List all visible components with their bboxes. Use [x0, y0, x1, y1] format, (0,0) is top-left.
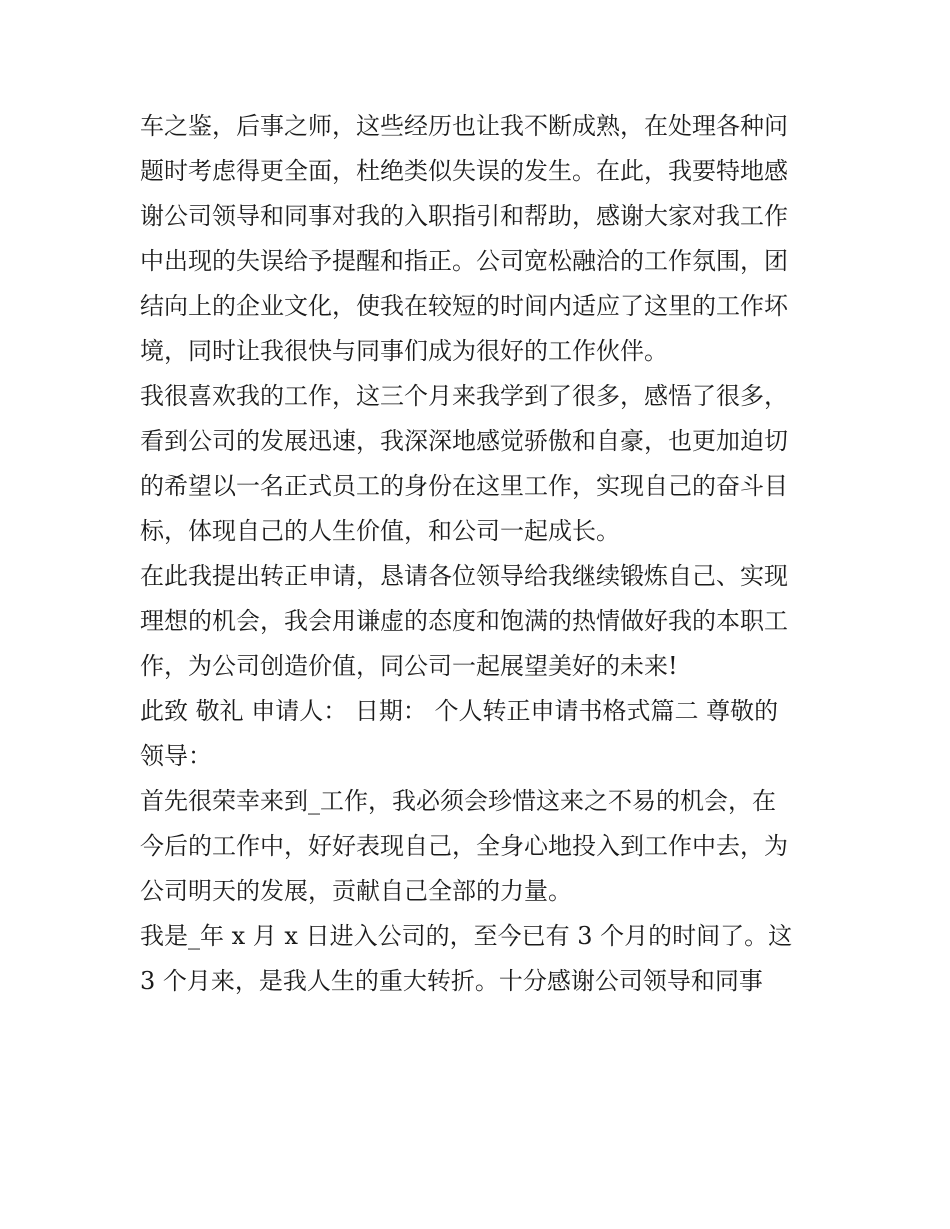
text-line: 在此我提出转正申请，恳请各位领导给我继续锻炼自己、实现: [140, 562, 788, 590]
text-line: 我很喜欢我的工作，这三个月来我学到了很多，感悟了很多，: [140, 382, 788, 410]
text-line: 境，同时让我很快与同事们成为很好的工作伙伴。: [140, 337, 668, 365]
text-line: 今后的工作中，好好表现自己，全身心地投入到工作中去，为: [140, 832, 788, 860]
text-line: 公司明天的发展，贡献自己全部的力量。: [140, 877, 572, 905]
document-body: [140, 104, 820, 1004]
text-line: 的希望以一名正式员工的身份在这里工作，实现自己的奋斗目: [140, 472, 788, 500]
text-line: 中出现的失误给予提醒和指正。公司宽松融洽的工作氛围，团: [140, 247, 788, 275]
text-line: 车之鉴，后事之师，这些经历也让我不断成熟，在处理各种问: [140, 112, 788, 140]
text-line: 作，为公司创造价值，同公司一起展望美好的未来!: [140, 652, 678, 680]
text-line: 理想的机会，我会用谦虚的态度和饱满的热情做好我的本职工: [140, 607, 788, 635]
text-line: 谢公司领导和同事对我的入职指引和帮助，感谢大家对我工作: [140, 202, 788, 230]
text-line: 3 个月来，是我人生的重大转折。十分感谢公司领导和同事: [140, 967, 763, 995]
text-line: 我是_年 x 月 x 日进入公司的，至今已有 3 个月的时间了。这: [140, 922, 793, 950]
text-line: 标，体现自己的人生价值，和公司一起成长。: [140, 517, 620, 545]
text-line: 此致 敬礼 申请人： 日期： 个人转正申请书格式篇二 尊敬的: [140, 697, 779, 725]
text-line: 看到公司的发展迅速，我深深地感觉骄傲和自豪，也更加迫切: [140, 427, 788, 455]
text-line: 题时考虑得更全面，杜绝类似失误的发生。在此，我要特地感: [140, 157, 788, 185]
text-line: 首先很荣幸来到_工作，我必须会珍惜这来之不易的机会，在: [140, 787, 776, 815]
text-line: 领导：: [140, 742, 212, 770]
text-line: 结向上的企业文化，使我在较短的时间内适应了这里的工作坏: [140, 292, 788, 320]
